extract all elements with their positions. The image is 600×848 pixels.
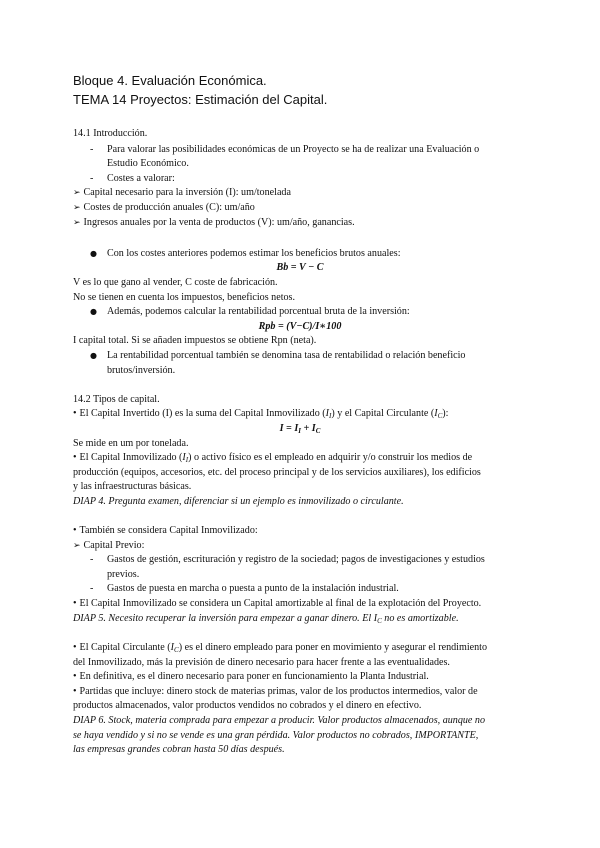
section-heading-intro: 14.1 Introducción.	[73, 128, 148, 139]
bullet-item: ● Además, podemos calcular la rentabilidad porcentual bruta de la inversión:	[107, 305, 410, 318]
square-bullet-item: • El Capital Invertido (I) es la suma del Capital Inmovilizado $(I_I)$ y el Capital Circulante $(I_C)$:	[73, 407, 448, 420]
square-bullet-item: • También se considera Capital Inmovilizado:	[73, 524, 258, 537]
dash-item-continuation: Estudio Económico.	[107, 158, 189, 169]
dash-item: - Gastos de gestión, escrituración y registro de la sociedad; pagos de investigaciones y estudios	[107, 553, 485, 566]
diap-note: se haya vendido y si no se vende es una gran pérdida. Valor productos no cobrados, IMPORTANTE,	[73, 730, 479, 741]
diap-note: DIAP 6. Stock, materia comprada para empezar a producir. Valor productos almacenados, aunque no	[73, 715, 486, 726]
paragraph: V es lo que gano al vender, C coste de fabricación.	[73, 277, 278, 288]
diap-note: las empresas grandes cobran hasta 50 días después.	[73, 744, 285, 755]
formula-profitability: Rpb = (V−C)/I∗100	[258, 321, 342, 332]
bullet-item-continuation: brutos/inversión.	[107, 365, 176, 376]
dash-item-continuation: previos.	[107, 569, 140, 580]
formula-gross-profit: Bb = V − C	[276, 262, 324, 273]
arrow-item: ➢ Capital Previo:	[73, 539, 144, 553]
formula-invested-capital: $I = I_I + I_C$	[279, 423, 321, 435]
dash-item: - Costes a valorar:	[107, 172, 175, 185]
diap-note: DIAP 5. Necesito recuperar la inversión para empezar a ganar dinero. El $I_C$ no es amortizable.	[73, 613, 459, 625]
square-bullet-item: • El Capital Circulante $(I_C)$ es el dinero empleado para poner en movimiento y asegurar el rendimiento	[73, 641, 487, 654]
paragraph: I capital total. Si se añaden impuestos se obtiene Rpn (neta).	[73, 335, 317, 346]
paragraph: No se tienen en cuenta los impuestos, beneficios netos.	[73, 292, 296, 303]
dash-item: - Para valorar las posibilidades económicas de un Proyecto se ha de realizar una Evaluación o	[107, 143, 479, 156]
square-bullet-item: • El Capital Inmovilizado $(I_I)$ o activo físico es el empleado en adquirir y/o construir los medios de	[73, 451, 472, 464]
arrow-item: ➢ Capital necesario para la inversión (I): um/tonelada	[73, 186, 291, 200]
arrow-item: ➢ Ingresos anuales por la venta de productos (V): um/año, ganancias.	[73, 216, 355, 230]
paragraph: Se mide en um por tonelada.	[73, 438, 189, 449]
bullet-item: ● Con los costes anteriores podemos estimar los beneficios brutos anuales:	[107, 247, 401, 260]
square-bullet-item: • El Capital Inmovilizado se considera un Capital amortizable al final de la explotación del Proyecto.	[73, 597, 481, 610]
dash-item: - Gastos de puesta en marcha o puesta a punto de la instalación industrial.	[107, 582, 399, 595]
square-bullet-item: • En definitiva, es el dinero necesario para poner en funcionamiento la Planta Industrial.	[73, 670, 429, 683]
block-title: Bloque 4. Evaluación Económica.	[73, 73, 267, 88]
paragraph-continuation: del Inmovilizado, más la previsión de dinero necesario para hacer frente a las eventualidades.	[73, 657, 450, 668]
topic-title: TEMA 14 Proyectos: Estimación del Capital.	[73, 92, 328, 107]
exam-note: DIAP 4. Pregunta examen, diferenciar si un ejemplo es inmovilizado o circulante.	[73, 496, 404, 507]
arrow-item: ➢ Costes de producción anuales (C): um/año	[73, 201, 255, 215]
paragraph-continuation: y las infraestructuras básicas.	[73, 481, 192, 492]
paragraph-continuation: producción (equipos, accesorios, etc. del proceso principal y de los servicios auxiliares), los edificios	[73, 467, 481, 478]
paragraph-continuation: productos almacenados, valor productos vendidos no cobrados y el dinero en efectivo.	[73, 700, 422, 711]
section-heading-capital-types: 14.2 Tipos de capital.	[73, 394, 160, 405]
square-bullet-item: • Partidas que incluye: dinero stock de materias primas, valor de los productos intermedios, valor de	[73, 685, 478, 698]
bullet-item: ● La rentabilidad porcentual también se denomina tasa de rentabilidad o relación beneficio	[107, 349, 465, 362]
